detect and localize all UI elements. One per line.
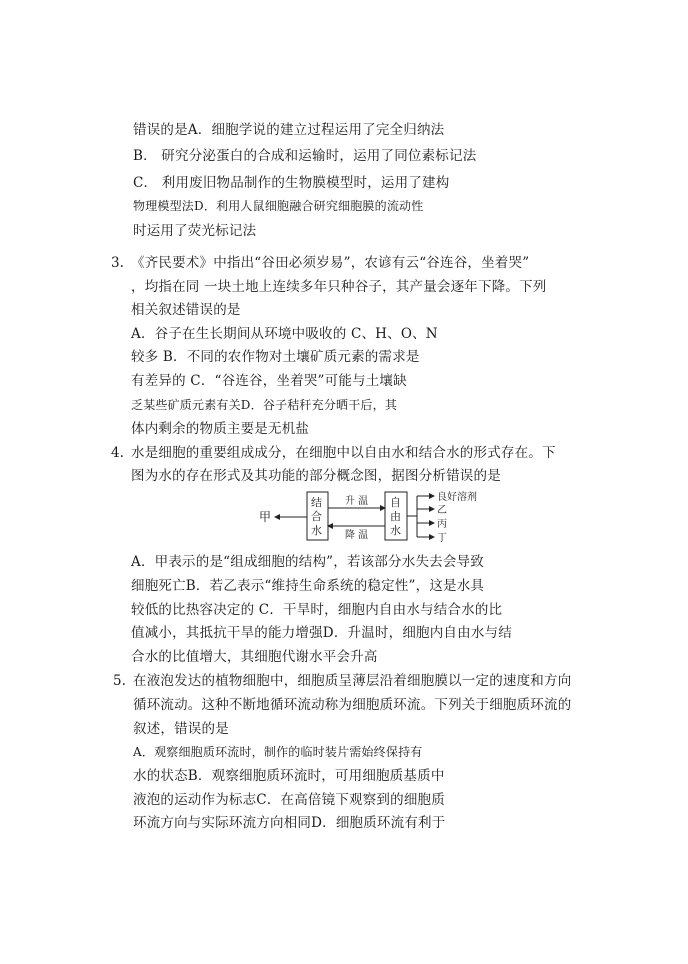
bound-water-char-2: 合 xyxy=(311,510,322,523)
diagram-jia: 甲 xyxy=(259,510,272,524)
function-ding: 丁 xyxy=(437,533,447,544)
q5-option-c: 液泡的运动作为标志C．在高倍镜下观察到的细胞质 xyxy=(133,792,445,808)
q4-option-d: 值减小，其抵抗干旱的能力增强D．升温时，细胞内自由水与结 xyxy=(131,625,512,641)
function-good-solvent: 良好溶剂 xyxy=(437,492,477,503)
free-water-char-2: 由 xyxy=(390,510,401,523)
q2-line-5: 时运用了荧光标记法 xyxy=(133,223,257,239)
bound-water-char-3: 水 xyxy=(311,524,322,537)
q4-stem-2: 图为水的存在形式及其功能的部分概念图，据图分析错误的是 xyxy=(131,468,501,484)
q4-number: 4. xyxy=(111,445,124,461)
q5-option-d: 环流方向与实际环流方向相同D．细胞质环流有利于 xyxy=(133,815,446,831)
function-yi: 乙 xyxy=(437,505,447,516)
q5-stem-3: 叙述，错误的是 xyxy=(133,721,229,737)
q4-option-b: 细胞死亡B．若乙表示“维持生命系统的稳定性”，这是水具 xyxy=(131,578,485,594)
q5-option-a: A．观察细胞质环流时，制作的临时装片需始终保持有 xyxy=(133,745,423,759)
function-bing: 丙 xyxy=(437,519,447,530)
free-water-char-3: 水 xyxy=(390,524,401,537)
q3-stem-3: 相关叙述错误的是 xyxy=(131,302,241,318)
q2-option-b: B． 研究分泌蛋白的合成和运输时，运用了同位素标记法 xyxy=(133,148,477,164)
q3-stem-2: ，均指在同 一块土地上连续多年只种谷子，其产量会逐年下降。下列 xyxy=(131,279,547,295)
q4-line-7: 合水的比值增大，其细胞代谢水平会升高 xyxy=(131,649,378,665)
q4-option-c: 较低的比热容决定的 C．干旱时，细胞内自由水与结合水的比 xyxy=(131,602,503,618)
q2-line-1: 错误的是A．细胞学说的建立过程运用了完全归纳法 xyxy=(133,122,445,138)
q3-option-b: 较多 B．不同的农作物对土壤矿质元素的需求是 xyxy=(131,349,420,365)
q3-option-d: 乏某些矿质元素有关D．谷子秸秆充分晒干后，其 xyxy=(131,398,398,412)
q3-number: 3. xyxy=(111,255,124,271)
bound-water-char-1: 结 xyxy=(311,496,322,509)
free-water-char-1: 自 xyxy=(390,496,401,509)
q5-option-b: 水的状态B．观察细胞质环流时，可用细胞质基质中 xyxy=(133,768,445,784)
q5-number: 5. xyxy=(113,673,126,689)
water-concept-diagram xyxy=(255,488,495,548)
q2-option-c: C． 利用废旧物品制作的生物膜模型时，运用了建构 xyxy=(133,175,450,191)
heat-up-label: 升 温 xyxy=(345,496,369,507)
q4-stem-1: 水是细胞的重要组成成分，在细胞中以自由水和结合水的形式存在。下 xyxy=(131,445,556,461)
q3-option-a: A．谷子在生长期间从环境中吸收的 C、H、O、N xyxy=(131,326,438,342)
q5-stem-1: 在液泡发达的植物细胞中，细胞质呈薄层沿着细胞膜以一定的速度和方向 xyxy=(133,673,572,689)
q3-option-c: 有差异的 C．“谷连谷，坐着哭”可能与土壤缺 xyxy=(131,373,407,389)
q5-stem-2: 循环流动。这种不断地循环流动称为细胞质环流。下列关于细胞质环流的 xyxy=(133,697,572,713)
cool-down-label: 降 温 xyxy=(345,530,369,541)
q3-stem-1: 《齐民要术》中指出“谷田必须岁易”，农谚有云“谷连谷，坐着哭” xyxy=(131,255,530,271)
q3-line-8: 体内剩余的物质主要是无机盐 xyxy=(131,421,310,437)
q2-option-d: 物理模型法D．利用人鼠细胞融合研究细胞膜的流动性 xyxy=(133,199,424,213)
q4-option-a: A．甲表示的是“组成细胞的结构”，若该部分水失去会导致 xyxy=(131,554,484,570)
